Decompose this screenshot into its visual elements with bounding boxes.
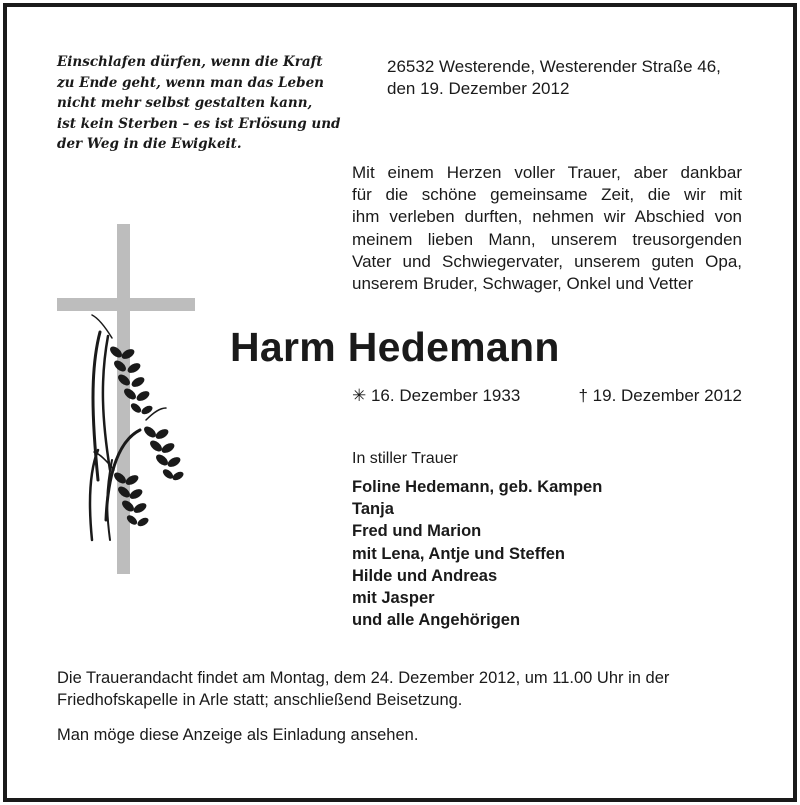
intro-line: unserem Bruder, Schwager, Onkel und Vetter bbox=[352, 274, 694, 294]
motto-line: nicht mehr selbst gestalten kann, bbox=[57, 95, 313, 111]
place-and-date bbox=[387, 56, 721, 100]
cross-wheat-artwork bbox=[50, 220, 200, 580]
intro-line: für die schöne gemeinsame Zeit, die wir mit bbox=[352, 185, 742, 205]
mourner-line: mit Lena, Antje und Steffen bbox=[352, 544, 565, 563]
intro-line: ihm verleben durften, nehmen wir Abschied von bbox=[352, 207, 742, 227]
mourner-line: Tanja bbox=[352, 500, 394, 519]
service-notice: Die Trauerandacht findet am Montag, dem 24. Dezember 2012, um 11.00 Uhr in der Friedhofskapelle in Arle statt; anschließend Beisetzung. bbox=[57, 669, 670, 710]
motto-line: der Weg in die Ewigkeit. bbox=[57, 136, 242, 152]
intro-line: Mit einem Herzen voller Trauer, aber dankbar bbox=[352, 163, 742, 182]
motto-verse bbox=[57, 52, 341, 155]
intro-text bbox=[352, 162, 742, 295]
mourners-list bbox=[352, 476, 602, 631]
mourner-line: Hilde und Andreas bbox=[352, 566, 498, 585]
wheat-ears-icon bbox=[90, 315, 185, 540]
birth-date: ✳ 16. Dezember 1933 bbox=[352, 386, 521, 405]
cross-icon bbox=[57, 224, 195, 574]
address: 26532 Westerende, Westerender Straße 46, bbox=[387, 57, 721, 76]
death-date: † 19. Dezember 2012 bbox=[578, 386, 742, 405]
mourner-line: und alle Angehörigen bbox=[352, 611, 521, 630]
mourner-line: mit Jasper bbox=[352, 589, 435, 608]
invitation-notice: Man möge diese Anzeige als Einladung ansehen. bbox=[57, 726, 419, 744]
intro-line: Vater und Schwiegervater, unserem guten Opa, bbox=[352, 251, 742, 271]
mourner-line: Foline Hedemann, geb. Kampen bbox=[352, 478, 603, 496]
motto-line: ist kein Sterben – es ist Erlösung und bbox=[57, 115, 341, 132]
date-line: den 19. Dezember 2012 bbox=[387, 79, 570, 98]
motto-line: Einschlafen dürfen, wenn die Kraft bbox=[57, 54, 323, 70]
deceased-name: Harm Hedemann bbox=[230, 324, 560, 370]
mourner-line: Fred und Marion bbox=[352, 522, 482, 541]
mourning-label: In stiller Trauer bbox=[352, 450, 458, 467]
intro-line: meinem lieben Mann, unserem treusorgenden bbox=[352, 229, 742, 249]
motto-line: zu Ende geht, wenn man das Leben bbox=[57, 74, 324, 91]
